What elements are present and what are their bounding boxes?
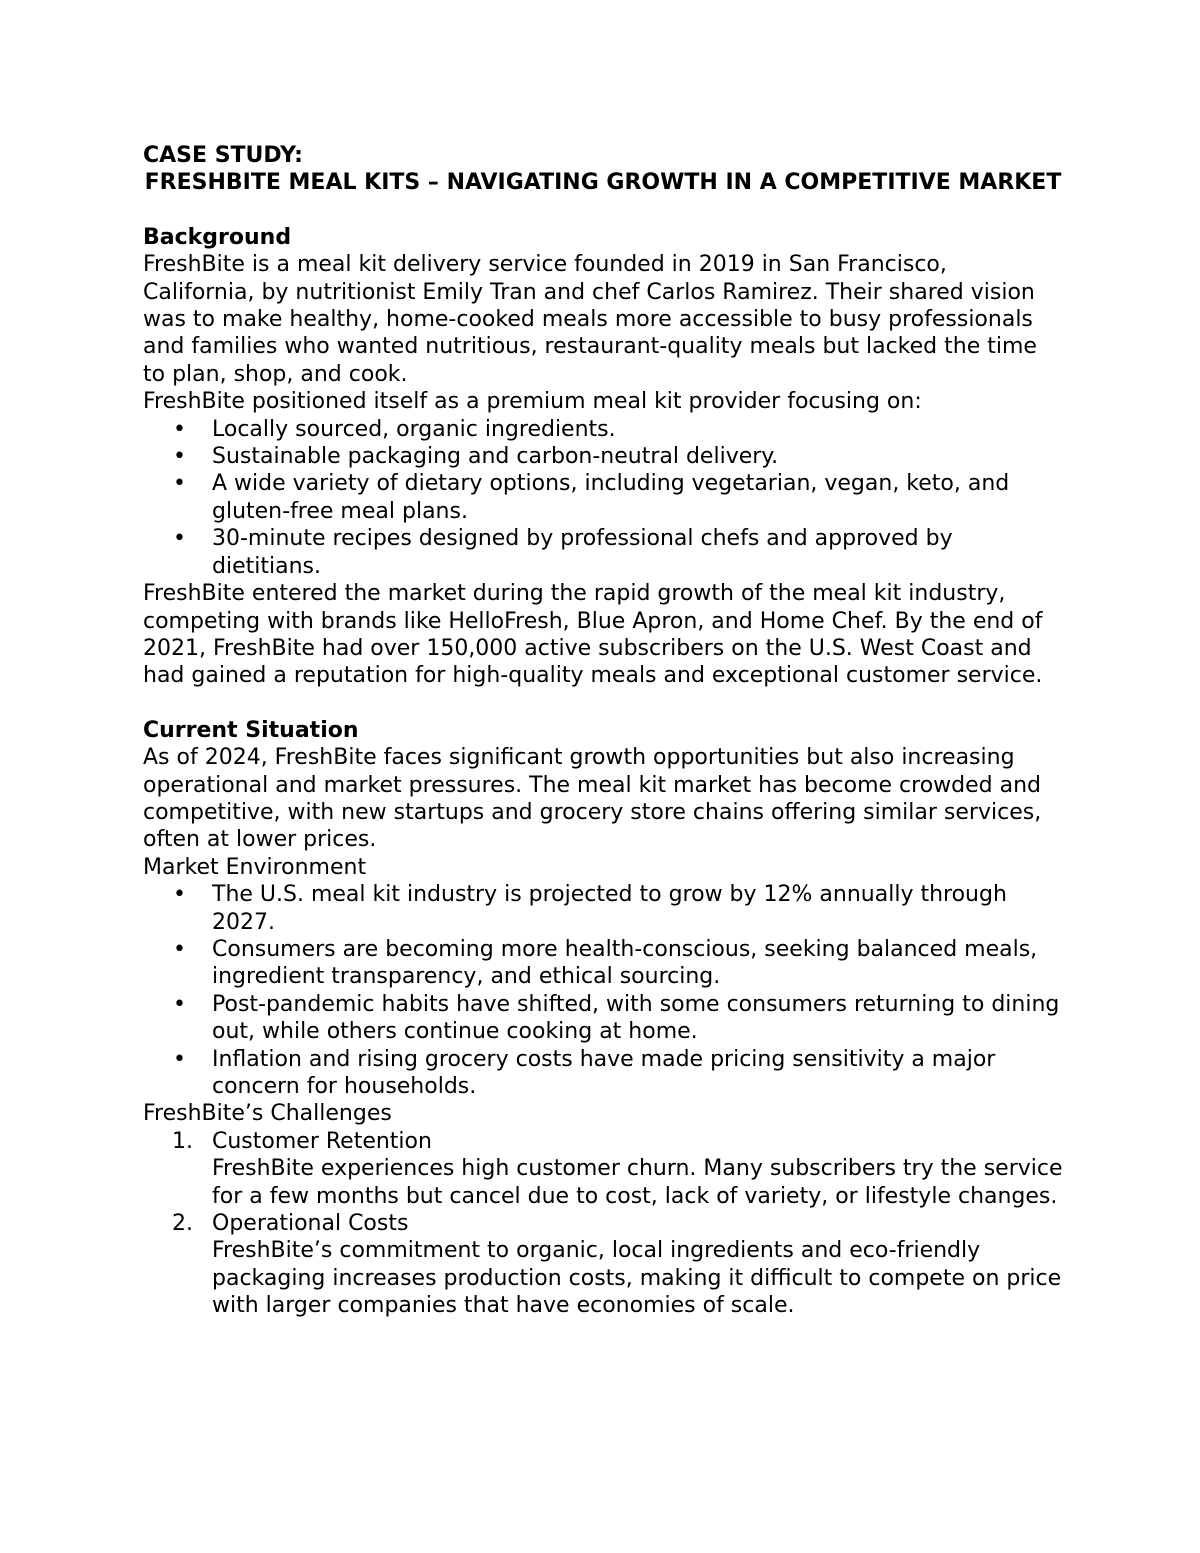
list-item (143, 881, 1063, 936)
list-item (143, 416, 1063, 443)
current-situation-intro: As of 2024, FreshBite faces significant growth opportunities but also increasing operational and market pressures. The meal kit market has become crowded and competitive, with new startups and grocery store chains offering similar services, often at lower prices. (143, 745, 1042, 853)
bullet-icon: • (173, 882, 186, 908)
bullet-icon: • (173, 526, 186, 552)
market-environment-heading: Market Environment (143, 854, 367, 880)
list-number: 1. (172, 1128, 193, 1154)
challenges-list (143, 1128, 1063, 1320)
bullet-icon: • (173, 991, 186, 1017)
challenge-title: Operational Costs (212, 1211, 409, 1237)
background-bullet-list (143, 416, 1063, 580)
bullet-icon: • (173, 444, 186, 470)
list-item (143, 525, 1063, 580)
list-item-text: Inflation and rising grocery costs have made pricing sensitivity a major concern for households. (212, 1046, 996, 1099)
background-positioning: FreshBite positioned itself as a premium meal kit provider focusing on: (143, 389, 922, 415)
list-item-text: A wide variety of dietary options, including vegetarian, vegan, keto, and gluten-free meal plans. (212, 471, 1010, 524)
list-item-text: Sustainable packaging and carbon-neutral delivery. (212, 444, 779, 470)
background-intro: FreshBite is a meal kit delivery service founded in 2019 in San Francisco, California, by nutritionist Emily Tran and chef Carlos Ramirez. Their shared vision was to make healthy, home-cooked meals more accessible to busy professionals and families who wanted nutritious, restaurant-quality meals but lacked the time to plan, shop, and cook. (143, 252, 1037, 387)
list-item-text: Post-pandemic habits have shifted, with some consumers returning to dining out, while others continue cooking at home. (212, 991, 1060, 1045)
document-page (143, 142, 1063, 1320)
bullet-icon: • (173, 936, 186, 962)
challenge-text: FreshBite’s commitment to organic, local ingredients and eco-friendly packaging increases production costs, making it difficult to compete on price with larger companies that have economies of scale. (212, 1238, 1062, 1319)
challenge-text: FreshBite experiences high customer churn. Many subscribers try the service for a few months but cancel due to cost, lack of variety, or lifestyle changes. (212, 1156, 1063, 1209)
list-item (143, 443, 1063, 470)
document-title: FRESHBITE MEAL KITS – NAVIGATING GROWTH IN A COMPETITIVE MARKET (144, 170, 1062, 196)
title-line-1: CASE STUDY: (143, 143, 303, 168)
list-number: 2. (172, 1211, 193, 1237)
list-item-text: Consumers are becoming more health-conscious, seeking balanced meals, ingredient transparency, and ethical sourcing. (212, 936, 1038, 990)
bullet-icon: • (173, 1046, 186, 1072)
market-bullet-list (143, 881, 1063, 1100)
list-item (143, 1128, 1063, 1210)
current-situation-heading: Current Situation (143, 717, 359, 743)
list-item (143, 991, 1063, 1046)
list-item (143, 470, 1063, 525)
challenges-heading: FreshBite’s Challenges (143, 1101, 392, 1127)
list-item (143, 936, 1063, 991)
list-item-text: 30-minute recipes designed by professional chefs and approved by dietitians. (212, 526, 953, 579)
background-heading: Background (143, 224, 292, 250)
bullet-icon: • (173, 416, 186, 442)
challenge-title: Customer Retention (212, 1128, 432, 1154)
bullet-icon: • (173, 471, 186, 497)
list-item-text: The U.S. meal kit industry is projected to grow by 12% annually through 2027. (212, 882, 1007, 935)
list-item (143, 1210, 1063, 1320)
list-item (143, 1046, 1063, 1101)
list-item-text: Locally sourced, organic ingredients. (212, 416, 616, 442)
background-market-entry: FreshBite entered the market during the rapid growth of the meal kit industry, competing with brands like HelloFresh, Blue Apron, and Home Chef. By the end of 2021, FreshBite had over 150,000 active subscribers on the U.S. West Coast and had gained a reputation for high-quality meals and exceptional customer service. (143, 581, 1043, 689)
